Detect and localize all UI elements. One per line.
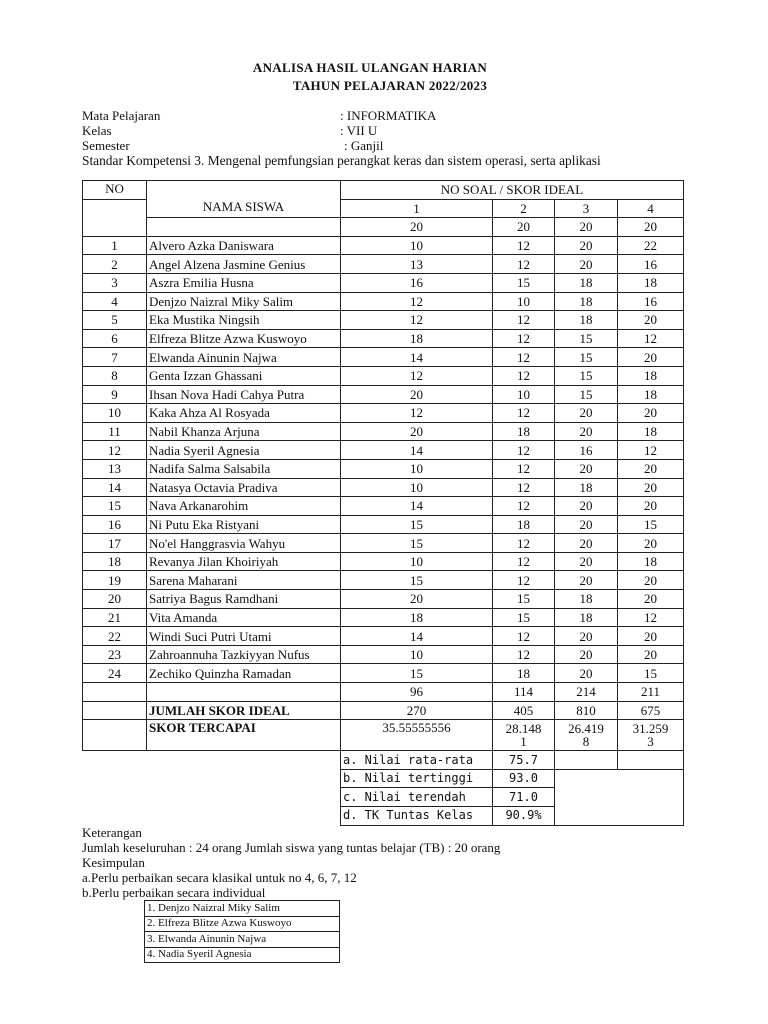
student-name: No'el Hanggrasvia Wahyu [147,534,341,553]
score-cell: 18 [618,385,684,404]
score-cell: 15 [555,329,618,348]
score-cell: 16 [618,292,684,311]
empty-cell [618,751,684,770]
score-cell: 20 [555,236,618,255]
list-item: 1. Denjzo Naizral Miky Salim [145,901,340,917]
score-cell: 12 [493,552,555,571]
table-row [83,292,684,311]
row-number: 1 [83,236,147,255]
score-cell: 12 [493,627,555,646]
score-table [82,180,684,826]
score-cell: 12 [493,459,555,478]
empty-cell [147,769,341,788]
score-cell: 18 [555,311,618,330]
student-name: Nava Arkanarohim [147,497,341,516]
score-cell: 16 [618,255,684,274]
table-row [83,627,684,646]
score-cell: 20 [555,497,618,516]
row-number: 5 [83,311,147,330]
score-cell: 14 [341,441,493,460]
score-cell: 20 [555,571,618,590]
meta-label: Mata Pelajaran [82,108,161,123]
score-cell: 12 [493,534,555,553]
row-number: 8 [83,366,147,385]
value-part: 31.259 [632,721,669,737]
empty-cell [83,788,147,807]
score-cell: 20 [618,497,684,516]
score-cell: 20 [618,534,684,553]
student-name: Revanya Jilan Khoiriyah [147,552,341,571]
student-name: Nadifa Salma Salsabila [147,459,341,478]
score-cell: 15 [341,515,493,534]
score-cell: 20 [341,385,493,404]
row-number: 2 [83,255,147,274]
score-cell: 20 [555,404,618,423]
table-row [83,515,684,534]
row-number: 12 [83,441,147,460]
score-cell: 14 [341,497,493,516]
empty-cell [83,683,147,702]
table-row [83,497,684,516]
skor-ideal: 20 [493,218,555,237]
score-cell: 18 [555,478,618,497]
score-cell: 12 [493,478,555,497]
row-number: 15 [83,497,147,516]
score-cell: 15 [341,664,493,683]
list-item: 2. Elfreza Blitze Azwa Kuswoyo [145,916,340,932]
totals-row [83,683,684,702]
table-row [83,273,684,292]
skor-tercapai-row [83,720,684,751]
row-number: 13 [83,459,147,478]
row-number: 3 [83,273,147,292]
stat-value: 93.0 [493,769,555,788]
score-cell: 20 [341,590,493,609]
score-cell: 20 [555,645,618,664]
student-name: Nadia Syeril Agnesia [147,441,341,460]
table-row [83,366,684,385]
score-cell: 10 [341,459,493,478]
skor-ideal: 20 [618,218,684,237]
table-row [83,571,684,590]
meta-value: : INFORMATIKA [340,108,437,123]
jumlah-skor-ideal-value: 675 [618,701,684,720]
header-empty [147,181,341,200]
score-cell: 22 [618,236,684,255]
score-cell: 18 [618,422,684,441]
score-cell: 18 [555,590,618,609]
score-cell: 16 [341,273,493,292]
score-cell: 20 [618,459,684,478]
table-row [83,608,684,627]
header-soal: NO SOAL / SKOR IDEAL [341,181,684,200]
score-cell: 10 [493,292,555,311]
score-cell: 10 [341,645,493,664]
row-number: 17 [83,534,147,553]
student-name: Angel Alzena Jasmine Genius [147,255,341,274]
value-part: 8 [582,734,590,750]
score-cell: 18 [618,366,684,385]
score-cell: 20 [618,311,684,330]
header-no: NO [83,181,147,200]
skor-ideal: 20 [555,218,618,237]
kesimpulan-heading: Kesimpulan [82,855,145,870]
kesimpulan-a: a.Perlu perbaikan secara klasikal untuk no 4, 6, 7, 12 [82,870,357,885]
score-cell: 20 [555,664,618,683]
header-empty [83,218,147,237]
score-cell: 20 [555,627,618,646]
row-number: 20 [83,590,147,609]
empty-cell [147,683,341,702]
table-row [83,534,684,553]
table-row [83,348,684,367]
score-cell: 18 [493,515,555,534]
table-row [83,236,684,255]
meta-label: Kelas [82,123,112,138]
score-cell: 12 [493,236,555,255]
empty-cell [555,769,684,825]
jumlah-skor-ideal-value: 270 [341,701,493,720]
document-title: ANALISA HASIL ULANGAN HARIAN [252,60,488,75]
row-number: 16 [83,515,147,534]
student-name: Denjzo Naizral Miky Salim [147,292,341,311]
total-value: 214 [555,683,618,702]
jumlah-skor-ideal-label: JUMLAH SKOR IDEAL [147,701,341,720]
score-cell: 12 [493,441,555,460]
standar-kompetensi: Standar Kompetensi 3. Mengenal pemfungsian perangkat keras dan sistem operasi, serta aplikasi [82,153,601,168]
header-nama: NAMA SISWA [147,199,341,218]
table-row [83,459,684,478]
empty-cell [83,751,147,770]
table-row [83,645,684,664]
header-row-ideal [83,218,684,237]
soal-number: 3 [555,199,618,218]
score-cell: 18 [341,329,493,348]
score-cell: 20 [555,534,618,553]
score-cell: 20 [618,627,684,646]
score-cell: 10 [341,236,493,255]
total-value: 114 [493,683,555,702]
table-row [83,404,684,423]
row-number: 21 [83,608,147,627]
score-cell: 20 [618,590,684,609]
table-row [83,478,684,497]
score-cell: 12 [341,311,493,330]
score-cell: 12 [341,404,493,423]
empty-cell [83,807,147,826]
score-cell: 18 [555,608,618,627]
student-name: Natasya Octavia Pradiva [147,478,341,497]
header-row [83,181,684,200]
score-cell: 14 [341,348,493,367]
score-cell: 14 [341,627,493,646]
student-name: Alvero Azka Daniswara [147,236,341,255]
list-item: 3. Elwanda Ainunin Najwa [145,932,340,948]
score-cell: 12 [493,311,555,330]
row-number: 22 [83,627,147,646]
score-cell: 12 [341,292,493,311]
score-cell: 15 [493,608,555,627]
empty-cell [555,751,618,770]
total-value: 96 [341,683,493,702]
row-number: 9 [83,385,147,404]
student-name: Vita Amanda [147,608,341,627]
skor-tercapai-label: SKOR TERCAPAI [147,720,341,751]
score-cell: 15 [341,571,493,590]
score-cell: 18 [341,608,493,627]
stat-label: b. Nilai tertinggi [341,769,493,788]
score-cell: 12 [618,441,684,460]
keterangan-heading: Keterangan [82,825,142,840]
student-name: Nabil Khanza Arjuna [147,422,341,441]
table-row [83,385,684,404]
header-empty [83,199,147,218]
empty-cell [147,788,341,807]
row-number: 23 [83,645,147,664]
stat-value: 71.0 [493,788,555,807]
row-number: 18 [83,552,147,571]
table-row [83,329,684,348]
student-name: Eka Mustika Ningsih [147,311,341,330]
score-cell: 12 [493,255,555,274]
header-empty [147,218,341,237]
score-cell: 20 [555,422,618,441]
table-row [83,441,684,460]
value-part: 3 [647,734,654,750]
score-cell: 20 [618,348,684,367]
score-cell: 15 [493,273,555,292]
skor-tercapai-value [493,720,555,751]
student-name: Aszra Emilia Husna [147,273,341,292]
student-name: Zahroannuha Tazkiyyan Nufus [147,645,341,664]
score-cell: 20 [618,571,684,590]
meta-label: Semester [82,138,130,153]
score-cell: 12 [618,608,684,627]
score-cell: 16 [555,441,618,460]
empty-cell [147,751,341,770]
row-number: 14 [83,478,147,497]
score-cell: 20 [618,404,684,423]
skor-tercapai-value: 35.55555556 [341,720,493,751]
kesimpulan-b: b.Perlu perbaikan secara individual [82,885,266,900]
stat-label: d. TK Tuntas Kelas [341,807,493,826]
row-number: 19 [83,571,147,590]
score-cell: 12 [493,571,555,590]
stat-row [83,769,684,788]
remedial-list [144,900,340,963]
score-cell: 12 [493,645,555,664]
value-part: 28.148 [505,721,542,737]
list-item: 4. Nadia Syeril Agnesia [145,947,340,963]
student-name: Elfreza Blitze Azwa Kuswoyo [147,329,341,348]
score-cell: 20 [555,255,618,274]
soal-number: 4 [618,199,684,218]
empty-cell [147,807,341,826]
skor-ideal: 20 [341,218,493,237]
student-name: Ihsan Nova Hadi Cahya Putra [147,385,341,404]
score-cell: 20 [555,459,618,478]
score-cell: 18 [618,273,684,292]
score-cell: 15 [618,515,684,534]
table-row [83,422,684,441]
table-row [83,590,684,609]
student-name: Sarena Maharani [147,571,341,590]
document-subtitle: TAHUN PELAJARAN 2022/2023 [292,78,488,93]
soal-number: 1 [341,199,493,218]
row-number: 4 [83,292,147,311]
score-cell: 15 [555,385,618,404]
score-cell: 10 [341,478,493,497]
stat-value: 75.7 [493,751,555,770]
score-cell: 12 [493,329,555,348]
table-row [83,255,684,274]
stat-row [83,751,684,770]
score-cell: 12 [341,366,493,385]
student-name: Genta Izzan Ghassani [147,366,341,385]
score-cell: 20 [618,645,684,664]
header-row-soal [83,199,684,218]
score-cell: 15 [341,534,493,553]
table-row [83,552,684,571]
score-cell: 15 [555,366,618,385]
jumlah-skor-ideal-row [83,701,684,720]
student-name: Elwanda Ainunin Najwa [147,348,341,367]
row-number: 10 [83,404,147,423]
score-cell: 20 [555,515,618,534]
row-number: 6 [83,329,147,348]
value-part: 26.419 [568,721,604,737]
score-cell: 15 [555,348,618,367]
stat-label: c. Nilai terendah [341,788,493,807]
row-number: 24 [83,664,147,683]
value-part: 1 [520,734,527,750]
student-name: Ni Putu Eka Ristyani [147,515,341,534]
student-name: Zechiko Quinzha Ramadan [147,664,341,683]
skor-tercapai-value [555,720,618,751]
empty-cell [83,701,147,720]
meta-value: : Ganjil [344,138,384,153]
score-cell: 18 [493,422,555,441]
empty-cell [83,769,147,788]
score-cell: 12 [493,497,555,516]
score-cell: 18 [555,273,618,292]
stat-label: a. Nilai rata-rata [341,751,493,770]
score-cell: 12 [493,366,555,385]
score-cell: 20 [555,552,618,571]
table-row [83,311,684,330]
score-cell: 18 [618,552,684,571]
row-number: 11 [83,422,147,441]
score-cell: 12 [618,329,684,348]
student-name: Kaka Ahza Al Rosyada [147,404,341,423]
student-name: Windi Suci Putri Utami [147,627,341,646]
empty-cell [83,720,147,751]
score-cell: 20 [341,422,493,441]
stat-value: 90.9% [493,807,555,826]
score-cell: 20 [618,478,684,497]
score-cell: 18 [493,664,555,683]
score-cell: 18 [555,292,618,311]
score-cell: 12 [493,348,555,367]
jumlah-skor-ideal-value: 810 [555,701,618,720]
meta-value: : VII U [340,123,378,138]
total-value: 211 [618,683,684,702]
student-name: Satriya Bagus Ramdhani [147,590,341,609]
score-cell: 15 [618,664,684,683]
table-row [83,664,684,683]
keterangan-jumlah: Jumlah keseluruhan : 24 orang Jumlah siswa yang tuntas belajar (TB) : 20 orang [82,840,501,855]
jumlah-skor-ideal-value: 405 [493,701,555,720]
row-number: 7 [83,348,147,367]
score-cell: 10 [341,552,493,571]
soal-number: 2 [493,199,555,218]
skor-tercapai-value [618,720,684,751]
score-cell: 13 [341,255,493,274]
score-cell: 15 [493,590,555,609]
score-cell: 12 [493,404,555,423]
score-cell: 10 [493,385,555,404]
